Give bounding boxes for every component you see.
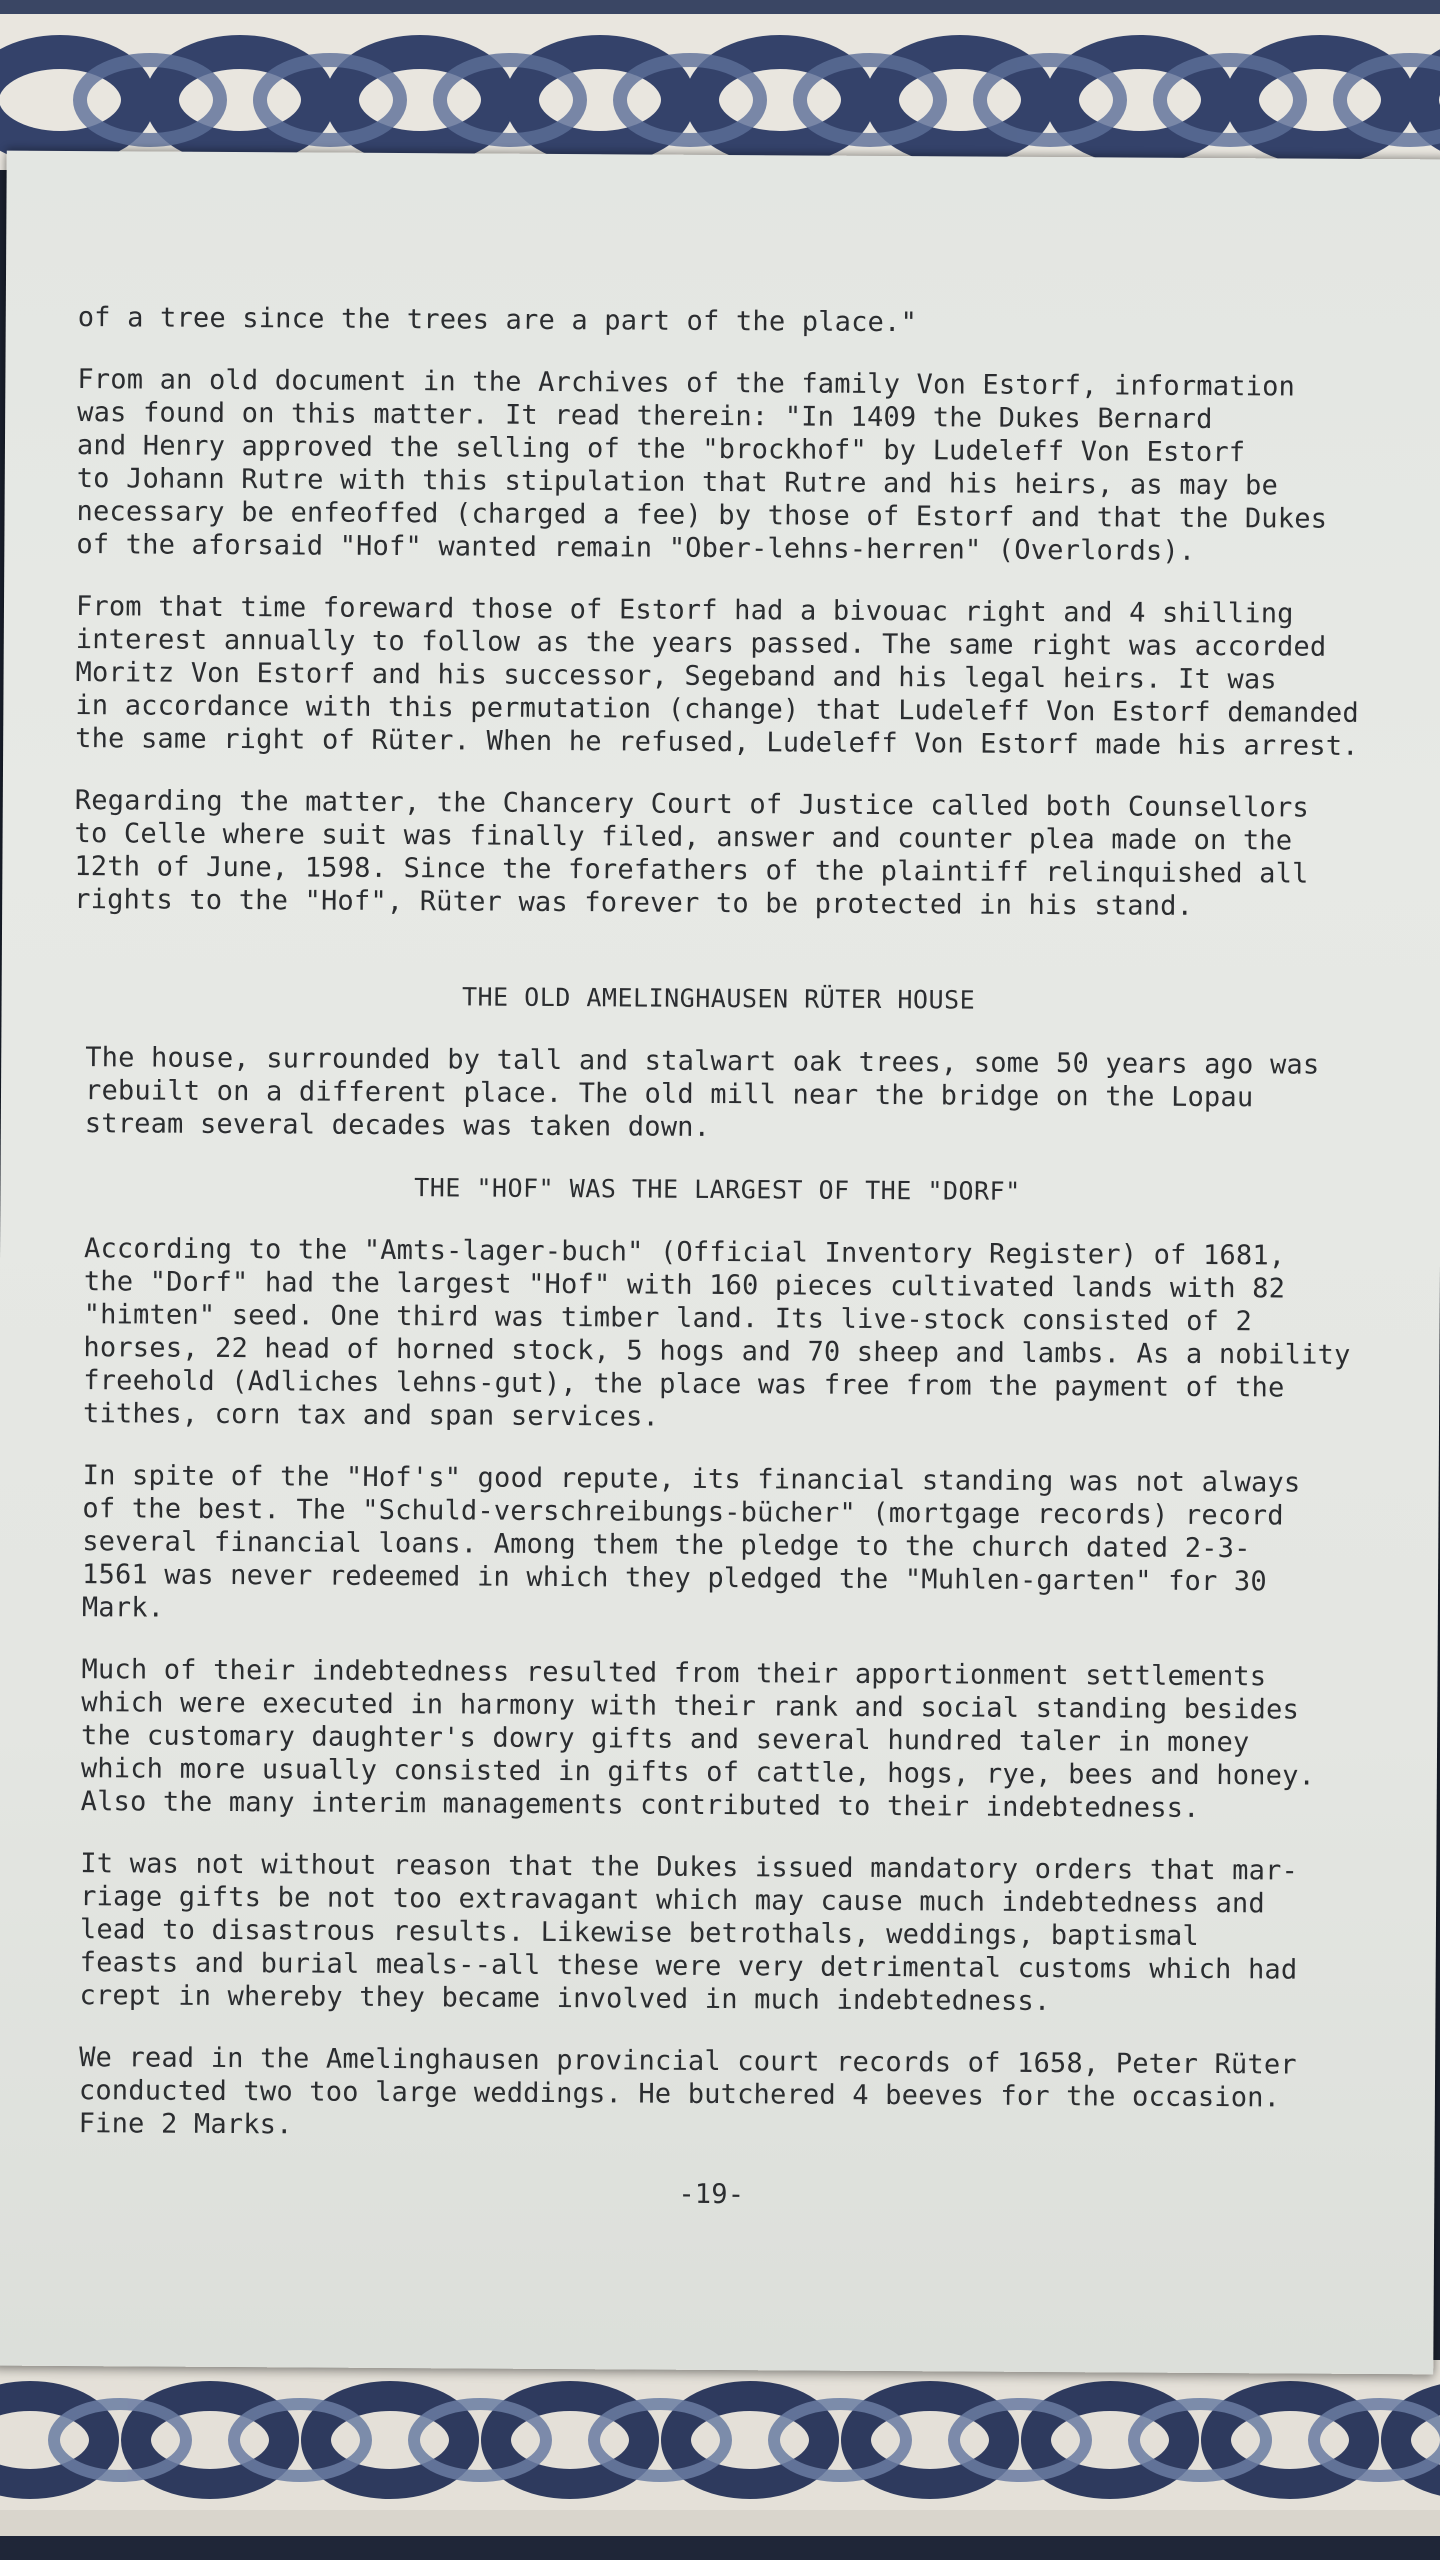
woven-rug-top [0,0,1440,170]
page-number: -19- [678,2178,745,2211]
paragraph-chancery-court: Regarding the matter, the Chancery Court of Justice called both Counsellors to Celle where suit was finally filed, answer and counter plea made on the 12th of June, 1598. Since the forefathers of the plaintiff relinquished all rights to the "Hof", Rüter was forever to be protected in his stand. [74,785,1310,922]
paragraph-indebtedness: Much of their indebtedness resulted from their apportionment settlements which were executed in harmony with their rank and social standing besides the customary daughter's dowry gifts and several hundred taler in money which more usually consisted in gifts of cattle, hogs, rye, bees and honey. Also the many interim managements contributed to their indebtedness. [80,1654,1316,1824]
section-heading-largest-hof: THE "HOF" WAS THE LARGEST OF THE "DORF" [414,1173,1021,1206]
paragraph-inventory-register: According to the "Amts-lager-buch" (Official Inventory Register) of 1681, the "Dorf" had the largest "Hof" with 160 pieces cultivated lands with 82 "himten" seed. One third was timber land. Its live-stock consisted of 2 horses, 22 head of horned stock, 5 hogs and 70 sheep and lambs. As a nobility freehold (Adliches lehns-gut), the place was free from the payment of the tithes, corn tax and span services. [82,1233,1351,1433]
page-text-body [66,301,1368,2215]
paragraph-bivouac-right: From that time foreward those of Estorf had a bivouac right and 4 shilling interest annually to follow as the years passed. The same right was accorded Moritz Von Estorf and his successor, Segeband and his legal heirs. It was in accordance with this permutation (change) that Ludeleff Von Estorf demanded the same right of Rüter. When he refused, Ludeleff Von Estorf made his arrest. [75,591,1359,762]
typed-page [0,151,1440,2375]
paragraph-house: The house, surrounded by tall and stalwart oak trees, some 50 years ago was rebuilt on a different place. The old mill near the bridge on the Lopau stream several decades was taken down. [84,1042,1320,1143]
rug-pattern-top [0,0,1440,170]
rug-pattern-bottom [0,2360,1440,2560]
section-heading-ruter-house: THE OLD AMELINGHAUSEN RÜTER HOUSE [461,982,976,1015]
paragraph-court-records: We read in the Amelinghausen provincial court records of 1658, Peter Rüter conducted two too large weddings. He butchered 4 beeves for the occasion. Fine 2 Marks. [78,2042,1297,2141]
woven-rug-bottom [0,2360,1440,2560]
paragraph-intro: of a tree since the trees are a part of the place." [77,302,918,339]
paragraph-mandatory-orders: It was not without reason that the Dukes issued mandatory orders that mar- riage gifts be not too extravagant which may cause much indebtedness and lead to disastrous results. Likewise betrothals, weddings, baptismal feasts and burial meals--all these were very detrimental customs which had crept in whereby they became involved in much indebtedness. [79,1848,1299,2018]
paragraph-archives: From an old document in the Archives of the family Von Estorf, information was found on this matter. It read therein: "In 1409 the Dukes Bernard and Henry approved the selling of the "brockhof" by Ludeleff Von Estorf to Johann Rutre with this stipulation that Rutre and his heirs, as may be necessary be enfeoffed (charged a fee) by those of Estorf and that the Dukes of the aforsaid "Hof" wanted remain "Ober-lehns-herren" (Overlords). [76,364,1328,567]
paragraph-financial-standing: In spite of the "Hof's" good repute, its financial standing was not always of the best. The "Schuld-verschreibungs-bücher" (mortgage records) record several financial loans. Among them the pledge to the church dated 2-3- 1561 was never redeemed in which they pledged the "Muhlen-garten" for 30 Mark. [81,1460,1301,1624]
